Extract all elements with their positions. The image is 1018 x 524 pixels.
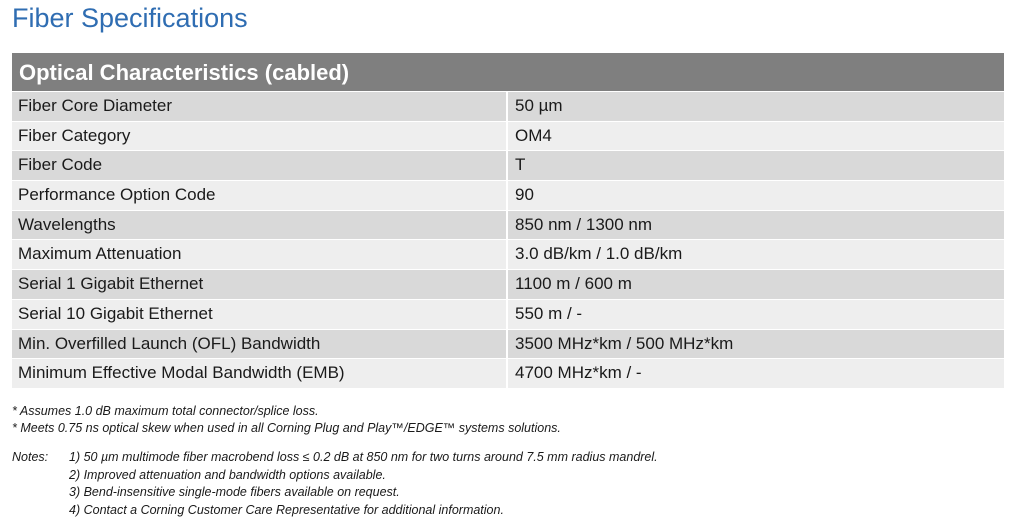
page-title: Fiber Specifications (12, 3, 248, 33)
table-row (12, 121, 1004, 151)
row-value: 90 (515, 185, 534, 205)
footnote: * Assumes 1.0 dB maximum total connector/splice loss. (12, 404, 319, 418)
footnotes (12, 403, 561, 437)
footnote: * Meets 0.75 ns optical skew when used in all Corning Plug and Play™/EDGE™ systems solutions. (12, 421, 561, 435)
table-row (12, 239, 1004, 269)
table-row (12, 299, 1004, 329)
row-value: 4700 MHz*km / - (515, 363, 642, 383)
row-value: 1100 m / 600 m (515, 274, 632, 294)
table-row (12, 150, 1004, 180)
row-value: T (515, 155, 526, 175)
row-value: 3500 MHz*km / 500 MHz*km (515, 333, 734, 353)
notes (12, 449, 658, 519)
row-value: 850 nm / 1300 nm (515, 214, 653, 234)
table-row (12, 358, 1004, 388)
row-value: 3.0 dB/km / 1.0 dB/km (515, 244, 683, 264)
row-label: Wavelengths (12, 211, 508, 240)
table-row (12, 210, 1004, 240)
row-label: Serial 10 Gigabit Ethernet (12, 300, 508, 329)
spec-table (12, 53, 1004, 388)
note-item: 2) Improved attenuation and bandwidth options available. (69, 467, 386, 482)
row-value: 50 µm (515, 96, 563, 115)
notes-label: Notes: (12, 450, 49, 464)
note-item: 3) Bend-insensitive single-mode fibers available on request. (69, 485, 400, 499)
table-row (12, 269, 1004, 299)
row-value: 550 m / - (515, 303, 583, 323)
table-row (12, 329, 1004, 359)
row-label: Fiber Core Diameter (12, 92, 508, 121)
row-label: Fiber Category (12, 122, 508, 151)
note-item: 4) Contact a Corning Customer Care Representative for additional information. (69, 502, 504, 517)
row-label: Maximum Attenuation (12, 240, 508, 269)
row-label: Serial 1 Gigabit Ethernet (12, 270, 508, 299)
table-row (12, 91, 1004, 121)
note-item: 1) 50 µm multimode fiber macrobend loss ≤ 0.2 dB at 850 nm for two turns around 7.5 mm radius mandrel. (69, 450, 658, 464)
row-value: OM4 (515, 125, 552, 145)
notes-list (69, 449, 658, 519)
table-header: Optical Characteristics (cabled) (12, 53, 1004, 91)
row-label: Performance Option Code (12, 181, 508, 210)
table-row (12, 180, 1004, 210)
row-label: Min. Overfilled Launch (OFL) Bandwidth (12, 330, 508, 359)
row-label: Minimum Effective Modal Bandwidth (EMB) (12, 359, 508, 388)
row-label: Fiber Code (12, 151, 508, 180)
